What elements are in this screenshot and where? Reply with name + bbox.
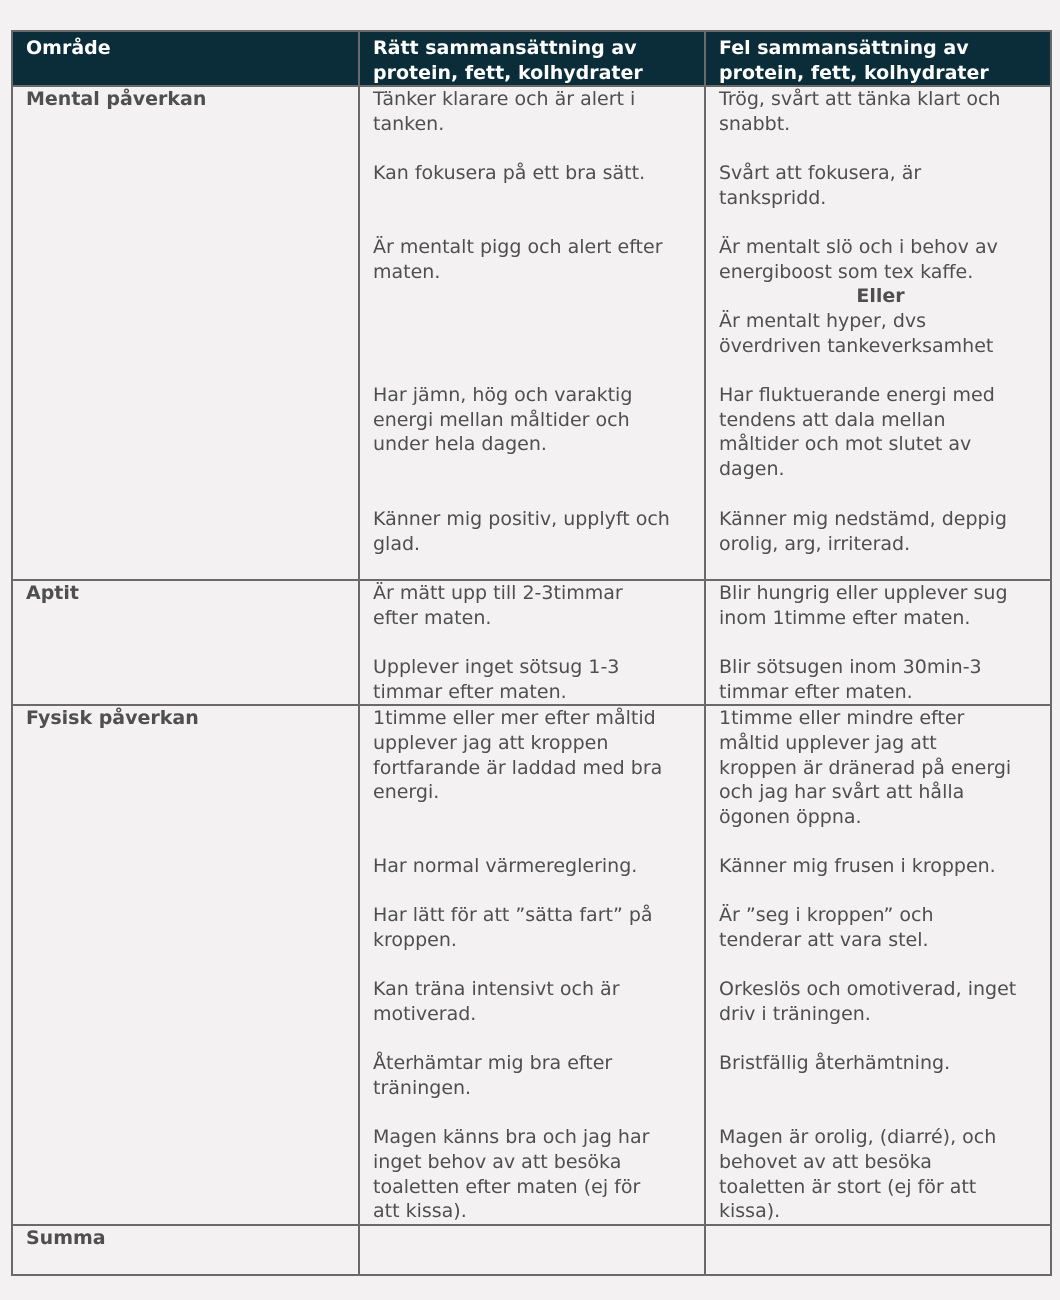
or-separator: Eller: [856, 285, 905, 308]
table-header: [12, 31, 1051, 86]
comparison-table: [11, 30, 1052, 1276]
area-cell: Aptit: [12, 580, 359, 705]
right-item: Magen känns bra och jag har inget behov av att besöka toaletten efter maten (ej för att kissa).: [373, 1126, 650, 1223]
table-body: [12, 86, 1051, 1275]
wrong-item: Bristfällig återhämtning.: [719, 1052, 951, 1075]
header-area: Område: [12, 31, 359, 86]
right-item: Har jämn, hög och varaktig energi mellan måltider och under hela dagen.: [373, 384, 633, 456]
area-cell: Summa: [12, 1225, 359, 1275]
header-right-composition: Rätt sammansättning av protein, fett, kolhydrater: [359, 31, 705, 86]
right-item: 1timme eller mer efter måltid upplever jag att kroppen fortfarande är laddad med bra energi.: [373, 707, 663, 804]
table-row: [12, 86, 1051, 580]
table-row: [12, 705, 1051, 1225]
wrong-item: Magen är orolig, (diarré), och behovet av att besöka toaletten är stort (ej för att kissa).: [719, 1126, 997, 1223]
wrong-item: Är ”seg i kroppen” och tenderar att vara stel.: [719, 904, 934, 951]
wrong-item: Har fluktuerande energi med tendens att dala mellan måltider och mot slutet av dagen.: [719, 383, 995, 480]
right-item: Tänker klarare och är alert i tanken.: [373, 88, 636, 135]
wrong-item: Är mentalt slö och i behov av energiboost som tex kaffe.: [719, 236, 998, 283]
table-row: [12, 580, 1051, 705]
wrong-cell: [705, 705, 1051, 1225]
wrong-item: Känner mig nedstämd, deppig orolig, arg, irriterad.: [719, 507, 1007, 555]
right-item: Har lätt för att ”sätta fart” på kroppen.: [373, 904, 653, 951]
right-cell: [359, 705, 705, 1225]
right-item: Upplever inget sötsug 1-3 timmar efter maten.: [373, 656, 620, 703]
wrong-cell: [705, 86, 1051, 580]
right-item: Känner mig positiv, upplyft och glad.: [373, 508, 670, 555]
header-row: [12, 31, 1051, 86]
right-item: Återhämtar mig bra efter träningen.: [373, 1052, 613, 1099]
right-item: Har normal värmereglering.: [373, 855, 638, 878]
wrong-item: Blir hungrig eller upplever sug inom 1timme efter maten.: [719, 582, 1008, 629]
wrong-item: Känner mig frusen i kroppen.: [719, 855, 996, 878]
summary-right-cell: [359, 1225, 705, 1275]
area-cell: Mental påverkan: [12, 86, 359, 580]
wrong-item: 1timme eller mindre efter måltid upplever jag att kroppen är dränerad på energi och jag har svårt att hålla ögonen öppna.: [719, 707, 1012, 828]
right-cell: [359, 86, 705, 580]
right-item: Kan fokusera på ett bra sätt.: [373, 162, 646, 185]
header-wrong-composition: Fel sammansättning av protein, fett, kolhydrater: [705, 31, 1051, 86]
wrong-item: Är mentalt hyper, dvs överdriven tankeverksamhet: [719, 309, 994, 357]
wrong-item: Svårt att fokusera, är tankspridd.: [719, 162, 922, 209]
wrong-cell: [705, 580, 1051, 705]
wrong-item: Blir sötsugen inom 30min-3 timmar efter maten.: [719, 656, 982, 703]
wrong-item: Trög, svårt att tänka klart och snabbt.: [719, 88, 1001, 135]
wrong-item: Orkeslös och omotiverad, inget driv i träningen.: [719, 978, 1017, 1025]
right-cell: [359, 580, 705, 705]
right-item: Är mätt upp till 2-3timmar efter maten.: [373, 582, 623, 629]
summary-row: [12, 1225, 1051, 1275]
area-cell: Fysisk påverkan: [12, 705, 359, 1225]
right-item: Är mentalt pigg och alert efter maten.: [373, 236, 663, 283]
right-item: Kan träna intensivt och är motiverad.: [373, 978, 620, 1025]
summary-wrong-cell: [705, 1225, 1051, 1275]
